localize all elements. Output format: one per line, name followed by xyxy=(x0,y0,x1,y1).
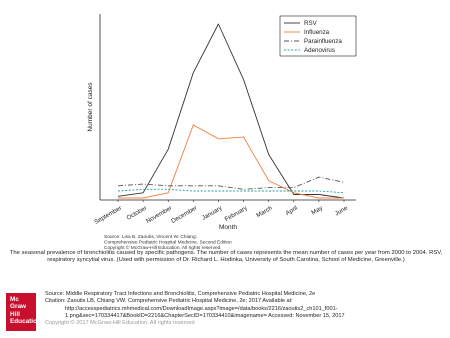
publisher-logo: Mc Graw Hill Education xyxy=(6,293,36,331)
x-axis-label: Month xyxy=(218,224,238,231)
series-line-adenovirus xyxy=(118,189,344,193)
chart-legend xyxy=(280,16,356,56)
legend-label-parainfluenza: Parainfluenza xyxy=(304,38,342,45)
series-line-parainfluenza xyxy=(118,177,344,189)
citation-line: Citation: Zaoutis LB, Chiang VW. Comprehensive Pediatric Hospital Medicine, 2e; 2017 Available at: xyxy=(45,298,293,305)
x-tick-label-may: May xyxy=(310,204,324,217)
x-tick-label-april: April xyxy=(284,204,299,217)
source-note-line: Copyright © McGraw-Hill Education. All rights reserved. xyxy=(104,246,222,250)
source-note-line: Source: Lisa B. Zaoutis, Vincent W. Chiang: xyxy=(104,235,197,240)
chart-ticks xyxy=(93,200,349,226)
x-tick-label-march: March xyxy=(255,204,274,220)
copyright-line: Copyright © 2017 McGraw-Hill Education. All rights reserved xyxy=(45,320,195,327)
x-tick-label-september: September xyxy=(93,204,123,226)
x-tick-label-november: November xyxy=(144,204,174,226)
x-tick-label-october: October xyxy=(125,204,149,222)
footer xyxy=(0,288,450,338)
series-line-influenza xyxy=(118,125,344,198)
chart-source-note xyxy=(104,234,232,250)
x-tick-label-january: January xyxy=(200,204,224,222)
figure-caption: The seasonal prevalence of bronchiolitis caused by specific pathogens. The number of cases represents the mean number of cases per year from 2000 to 2004. RSV, respiratory syncytial virus. (Used with permission of Dr. Richard L. Hodinka, University of South Carolina, School of Medicine, Greenville.) xyxy=(9,250,443,264)
legend-label-adenovirus: Adenovirus xyxy=(304,47,335,54)
x-tick-label-february: February xyxy=(223,204,249,224)
x-tick-label-december: December xyxy=(170,204,199,226)
url-line-2: 1.png&sec=170334417&BookID=2216&ChapterSecID=170334410&imagename= Accessed: November 15, 2017 xyxy=(65,312,345,319)
legend-label-influenza: Influenza xyxy=(304,29,330,36)
source-note-line: Comprehensive Pediatric Hospital Medicine, Second Edition xyxy=(104,240,232,246)
url-line-1: http://accesspediatrics.mhmedical.com/DownloadImage.aspx?image=/data/books/2216/zaoutis2_ch101_f001- xyxy=(65,305,338,312)
x-tick-label-june: June xyxy=(333,204,349,218)
y-axis-label: Number of cases xyxy=(87,82,94,132)
source-line: Source: Middle Respiratory Tract Infections and Bronchiolitis, Comprehensive Pediatric Hospital Medicine, 2e xyxy=(45,291,316,297)
legend-label-rsv: RSV xyxy=(304,20,317,27)
citation-block xyxy=(45,291,445,327)
